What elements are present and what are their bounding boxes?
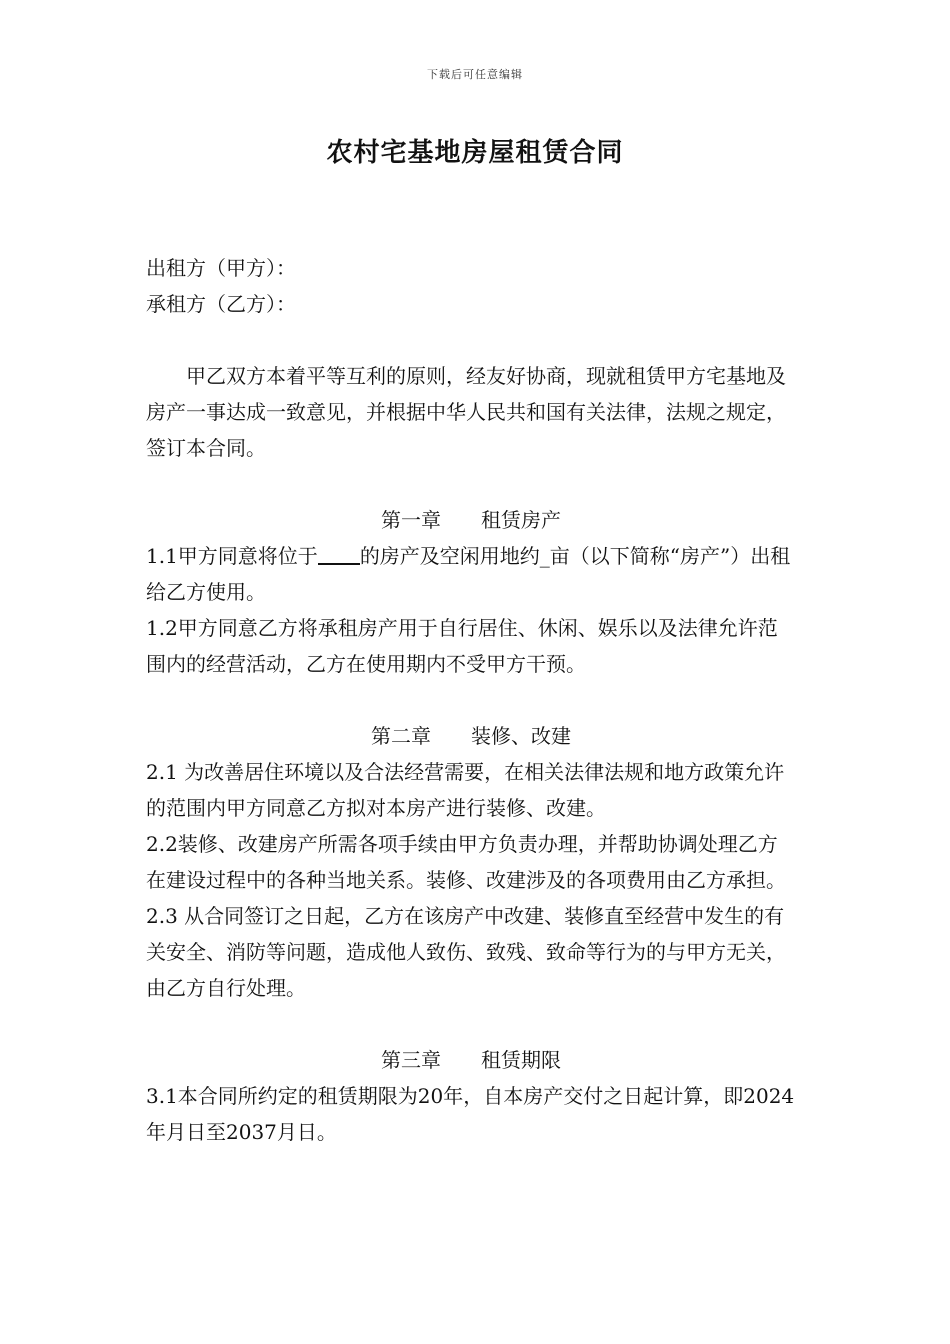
lessor-line: 出租方（甲方）：: [146, 256, 296, 280]
chapter-3-name: 租赁期限: [481, 1048, 561, 1072]
lessee-line: 承租方（乙方）：: [146, 292, 296, 316]
clause-1-1-part-a: 1.1甲方同意将位于: [146, 544, 318, 568]
chapter-3-number: 第三章: [381, 1048, 441, 1072]
clause-1-1: [146, 538, 796, 610]
chapter-1-name: 租赁房产: [481, 508, 561, 532]
chapter-2-heading: [146, 718, 796, 754]
chapter-3-heading: [146, 1042, 796, 1078]
clause-2-2: 2.2装修、改建房产所需各项手续由甲方负责办理，并帮助协调处理乙方在建设过程中的各种当地关系。装修、改建涉及的各项费用由乙方承担。: [146, 832, 786, 892]
document-title: 农村宅基地房屋租赁合同: [326, 138, 624, 168]
chapter-2-number: 第二章: [371, 724, 431, 748]
header-note: 下载后可任意编辑: [427, 68, 523, 81]
chapter-1-heading: [146, 502, 796, 538]
intro-paragraph: 甲乙双方本着平等互利的原则，经友好协商，现就租赁甲方宅基地及房产一事达成一致意见，并根据中华人民共和国有关法律，法规之规定，签订本合同。: [146, 364, 786, 460]
clause-2-3: 2.3 从合同签订之日起，乙方在该房产中改建、装修直至经营中发生的有关安全、消防等问题，造成他人致伤、致残、致命等行为的与甲方无关，由乙方自行处理。: [146, 904, 786, 1000]
chapter-1-number: 第一章: [381, 508, 441, 532]
clause-2-1: 2.1 为改善居住环境以及合法经营需要，在相关法律法规和地方政策允许的范围内甲方同意乙方拟对本房产进行装修、改建。: [146, 760, 785, 820]
clause-1-1-part-b: 的房产及空闲用地约_亩（以下简称“房产”）出租给乙方使用。: [146, 544, 791, 604]
clause-1-2: 1.2甲方同意乙方将承租房产用于自行居住、休闲、娱乐以及法律允许范围内的经营活动，乙方在使用期内不受甲方干预。: [146, 616, 778, 676]
document-body: [146, 250, 796, 1150]
clause-3-1: 3.1本合同所约定的租赁期限为20年，自本房产交付之日起计算，即2024年月日至2037月日。: [146, 1084, 795, 1144]
location-blank: [318, 543, 360, 565]
chapter-2-name: 装修、改建: [471, 724, 571, 748]
